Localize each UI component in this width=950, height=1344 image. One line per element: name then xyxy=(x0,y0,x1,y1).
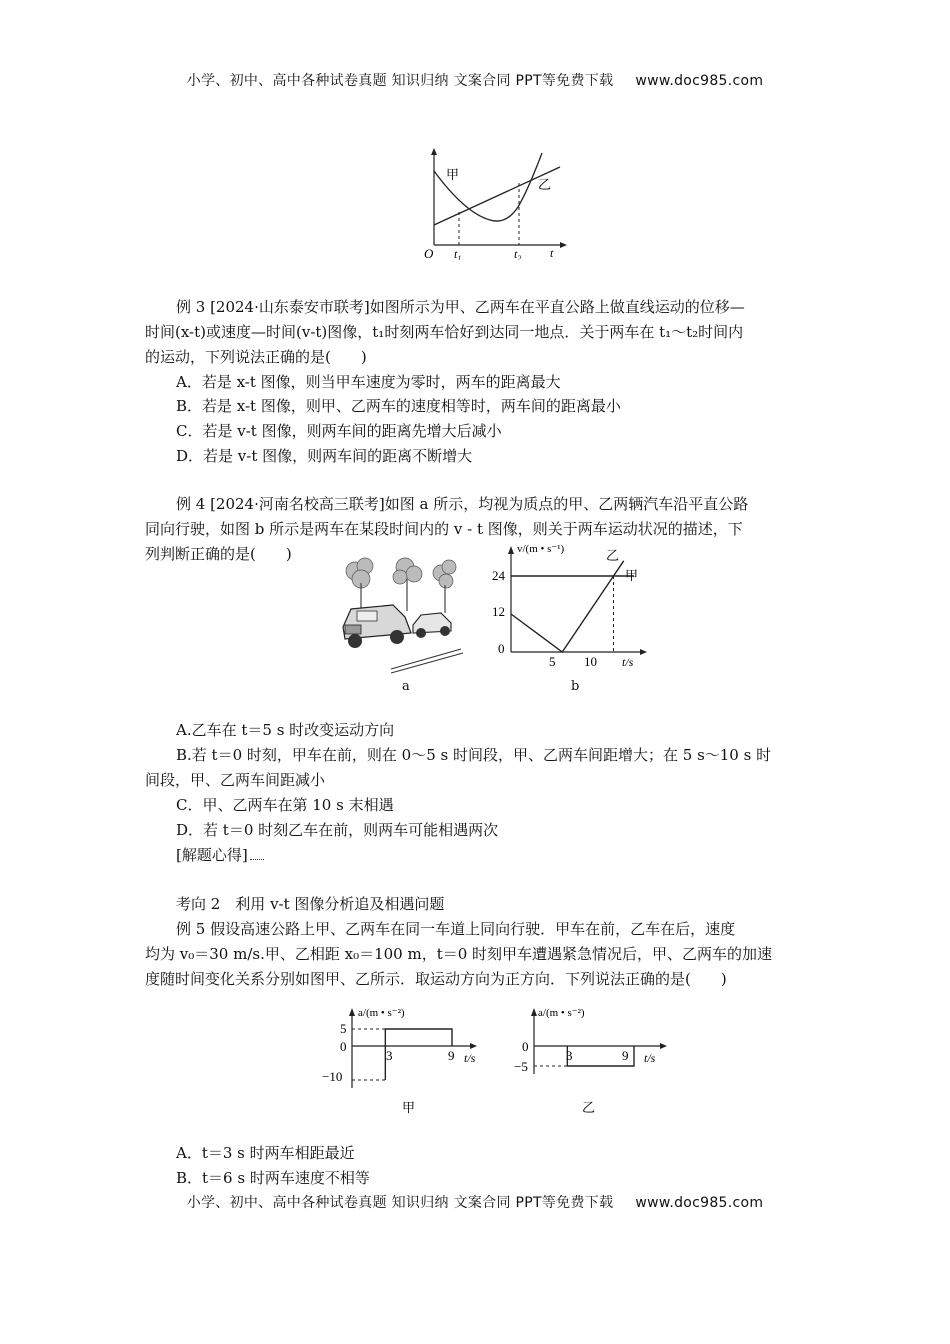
ex5-line2: 均为 v₀＝30 m/s.甲、乙相距 x₀＝100 m，t＝0 时刻甲车遭遇紧急情况后，甲、乙两车的加速 xyxy=(145,945,773,963)
x-tick-9: 9 xyxy=(448,1048,455,1063)
legend-jia: 甲 xyxy=(625,568,639,583)
x-tick-9: 9 xyxy=(622,1048,629,1063)
y-tick-0: 0 xyxy=(340,1039,347,1054)
figure-4b-vt-chart xyxy=(482,540,652,672)
header-url: www.doc985.com xyxy=(635,73,764,89)
ex4-option-c: C．甲、乙两车在第 10 s 末相遇 xyxy=(176,796,394,814)
header-text: 小学、初中、高中各种试卷真题 知识归纳 文案合同 PPT等免费下载 xyxy=(186,73,614,89)
ex3-option-d: D．若是 v-t 图像，则两车间的距离不断增大 xyxy=(176,447,473,465)
caption-jia: 甲 xyxy=(402,1100,416,1115)
ex3-option-a: A．若是 x-t 图像，则当甲车速度为零时，两车的距离最大 xyxy=(176,373,561,391)
note-blank xyxy=(250,859,264,860)
note-label: [解题心得] xyxy=(176,846,248,864)
caption-yi: 乙 xyxy=(582,1100,596,1115)
label-yi: 乙 xyxy=(538,177,552,192)
page-header xyxy=(0,70,950,90)
y-axis-label: a/(m • s⁻²) xyxy=(538,1007,585,1019)
topic2-title: 考向 2 利用 v-t 图像分析追及相遇问题 xyxy=(176,895,445,913)
y-axis-label: a/(m • s⁻²) xyxy=(358,1007,405,1019)
ex4-line1: 例 4 [2024·河南名校高三联考]如图 a 所示，均视为质点的甲、乙两辆汽车沿平直公路 xyxy=(176,495,749,513)
x-tick-3: 3 xyxy=(386,1048,393,1063)
ex3-option-c: C．若是 v-t 图像，则两车间的距离先增大后减小 xyxy=(176,422,502,440)
car-small-icon xyxy=(413,613,451,638)
x-tick-5: 5 xyxy=(549,654,556,669)
x-axis-arrow xyxy=(640,649,647,655)
y-axis-arrow xyxy=(349,1008,355,1016)
series-jia-line xyxy=(385,1029,452,1080)
figure-5-jia-at-chart xyxy=(318,1002,488,1127)
figure-5-yi-at-chart xyxy=(508,1002,678,1127)
y-axis-arrow xyxy=(431,148,437,155)
y-tick-24: 24 xyxy=(492,568,505,583)
ex4-option-a: A.乙车在 t＝5 s 时改变运动方向 xyxy=(176,721,395,739)
y-tick-0: 0 xyxy=(498,641,505,656)
ex3-option-b: B．若是 x-t 图像，则甲、乙两车的速度相等时，两车间的距离最小 xyxy=(176,397,621,415)
ex5-line1: 例 5 假设高速公路上甲、乙两车在同一车道上同向行驶．甲车在前，乙车在后，速度 xyxy=(176,920,736,938)
origin-label: O xyxy=(424,246,434,260)
x-tick-10: 10 xyxy=(584,654,597,669)
curve-jia xyxy=(434,153,542,221)
label-jia: 甲 xyxy=(446,167,460,182)
y-axis-label: v/(m • s⁻¹) xyxy=(517,543,565,555)
figure-4a-caption: a xyxy=(402,679,410,694)
ex4-line3: 列判断正确的是( ) xyxy=(145,545,292,563)
figure-4a-cars xyxy=(333,553,478,675)
figure-4b-caption: b xyxy=(571,679,580,694)
ex3-line1: 例 3 [2024·山东泰安市联考]如图所示为甲、乙两车在平直公路上做直线运动的位移— xyxy=(176,298,745,316)
y-axis-arrow xyxy=(531,1008,537,1016)
ex5-option-a: A．t＝3 s 时两车相距最近 xyxy=(176,1144,355,1162)
ex5-line3: 度随时间变化关系分别如图甲、乙所示．取运动方向为正方向．下列说法正确的是( ) xyxy=(145,970,727,988)
footer-text: 小学、初中、高中各种试卷真题 知识归纳 文案合同 PPT等免费下载 xyxy=(186,1195,614,1211)
y-tick-0: 0 xyxy=(522,1039,529,1054)
ex4-line2: 同向行驶，如图 b 所示是两车在某段时间内的 v - t 图像，则关于两车运动状况的描述，下 xyxy=(145,520,743,538)
road-lines xyxy=(391,649,463,673)
y-tick-5: 5 xyxy=(340,1021,347,1036)
footer-url: www.doc985.com xyxy=(635,1195,764,1211)
t-axis-label: t xyxy=(550,246,554,260)
t1-label: $t_1$ xyxy=(454,247,462,260)
y-axis-arrow xyxy=(508,546,514,554)
y-tick-neg5: −5 xyxy=(514,1059,528,1074)
page-footer xyxy=(0,1192,950,1212)
x-axis-label: t/s xyxy=(644,1051,656,1065)
ex3-line2: 时间(x-t)或速度—时间(v-t)图像，t₁时刻两车恰好到达同一地点．关于两车在 t₁～t₂时间内 xyxy=(145,323,744,341)
legend-yi: 乙 xyxy=(606,548,620,563)
ex5-option-b: B．t＝6 s 时两车速度不相等 xyxy=(176,1169,370,1187)
guide-lines xyxy=(352,1029,385,1080)
y-tick-12: 12 xyxy=(492,604,505,619)
ex4-note xyxy=(176,845,264,865)
ex4-option-b-line1: B.若 t＝0 时刻，甲车在前，则在 0～5 s 时间段，甲、乙两车间距增大；在 5 s～10 s 时 xyxy=(176,746,772,764)
x-axis-arrow xyxy=(470,1043,477,1049)
x-axis-arrow xyxy=(660,1043,667,1049)
car-suv-icon xyxy=(343,605,411,648)
ex4-option-d: D．若 t＝0 时刻乙车在前，则两车可能相遇两次 xyxy=(176,821,499,839)
figure-ex3-graph xyxy=(410,145,570,260)
x-axis-label: t/s xyxy=(464,1051,476,1065)
x-tick-3: 3 xyxy=(566,1048,573,1063)
series-yi-line xyxy=(511,561,624,652)
x-axis-label: t/s xyxy=(622,655,634,669)
y-tick-neg10: −10 xyxy=(322,1069,343,1084)
tree-icon xyxy=(346,558,456,588)
x-axis-arrow xyxy=(560,242,567,248)
ex4-option-b-line2: 间段，甲、乙两车间距减小 xyxy=(145,771,326,789)
ex3-line3: 的运动，下列说法正确的是( ) xyxy=(145,348,367,366)
t2-label: $t_2$ xyxy=(514,247,522,260)
